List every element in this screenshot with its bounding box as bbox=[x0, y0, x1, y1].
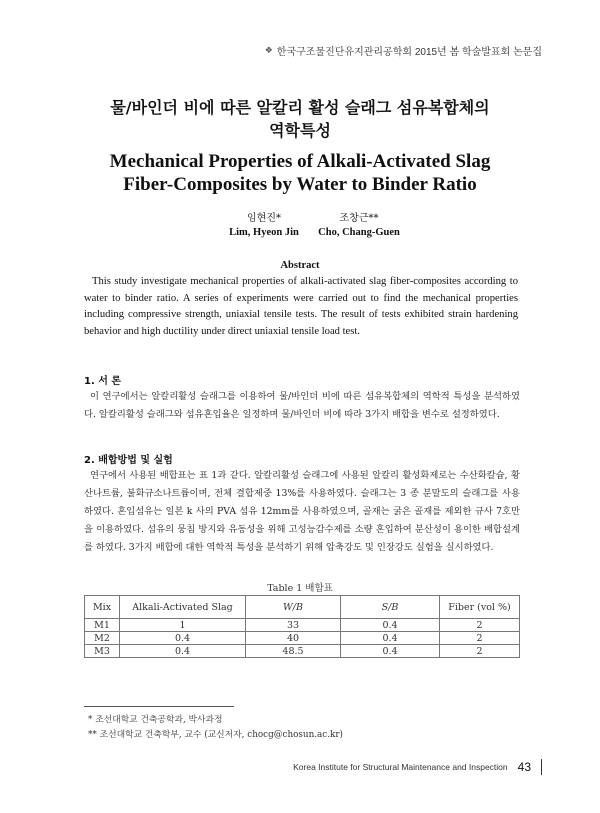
table-cell: 2 bbox=[440, 645, 520, 658]
footnote-divider bbox=[84, 706, 234, 707]
table-row bbox=[85, 645, 520, 658]
header-w-b: W/B bbox=[246, 596, 341, 619]
abstract-body: This study investigate mechanical properties of alkali-activated slag fiber-composites according to water to binder ratio. A series of experiments were carried out to find the mechanical properties including compressive strength, uniaxial tensile tests. The result of tests exhibited strain hardening behavior and high ductility under direct uniaxial tensile load test. bbox=[84, 276, 518, 337]
footer-divider bbox=[541, 759, 542, 775]
running-header bbox=[265, 43, 542, 58]
korean-title-line-1: 물/바인더 비에 따른 알칼리 활성 슬래그 섬유복합체의 bbox=[110, 98, 490, 117]
table-cell: 2 bbox=[440, 632, 520, 645]
section-2-body: 연구에서 사용된 배합표는 표 1과 같다. 알칼리활성 슬래그에 사용된 알칼리 활성화제로는 수산화칼슘, 황산나트륨, 불화규소나트륨이며, 전체 결합제중 13%를 사용하였다. 슬래그는 3 종 분말도의 슬래그를 사용하였다. 혼입섬유는 일본 k 사의 PVA 섬유 12mm를 사용하였으며, 골재는 굵은 골재를 제외한 규사 7호만을 이용하였다. 섬유의 뭉침 방지와 유동성을 위해 고성능감수제를 소량 혼입하여 분산성이 용이한 배합설계를 하였다. 3가지 배합에 대한 역학적 특성을 분석하기 위해 압축강도 및 인장강도 실험을 실시하였다. bbox=[84, 470, 520, 553]
table-cell: M3 bbox=[85, 645, 120, 658]
table-row bbox=[85, 632, 520, 645]
table-caption: Table 1 배합표 bbox=[267, 583, 333, 594]
footer-journal-name: Korea Institute for Structural Maintenance and Inspection bbox=[293, 762, 508, 772]
table-cell: 1 bbox=[120, 619, 246, 632]
korean-title-line-2: 역학특성 bbox=[269, 121, 331, 140]
abstract-heading: Abstract bbox=[280, 260, 320, 271]
english-title-line-2: Fiber-Composites by Water to Binder Ratio bbox=[123, 174, 477, 195]
table-cell: M1 bbox=[85, 619, 120, 632]
table-cell: 48.5 bbox=[246, 645, 341, 658]
header-s-b: S/B bbox=[341, 596, 440, 619]
footnote-1: * 조선대학교 건축공학과, 박사과정 bbox=[88, 715, 223, 725]
author-1-english-name: Lim, Hyeon Jin bbox=[229, 227, 299, 238]
table-cell: 0.4 bbox=[341, 645, 440, 658]
english-title-line-1: Mechanical Properties of Alkali-Activated Slag bbox=[109, 151, 491, 172]
header-fiber: Fiber (vol %) bbox=[440, 596, 520, 619]
table-cell: 2 bbox=[440, 619, 520, 632]
table-cell: 0.4 bbox=[341, 619, 440, 632]
section-2-heading: 2. 배합방법 및 실험 bbox=[84, 455, 173, 466]
table-cell: 40 bbox=[246, 632, 341, 645]
header-mix: Mix bbox=[85, 596, 120, 619]
table-cell: 0.4 bbox=[120, 632, 246, 645]
running-header-text: 한국구조물진단유지관리공학회 2015년 봄 학술발표회 논문집 bbox=[276, 47, 542, 58]
author-2-korean-name: 조창근** bbox=[339, 213, 379, 224]
author-1-korean-name: 임현진* bbox=[247, 213, 281, 224]
table-cell: 33 bbox=[246, 619, 341, 632]
table-header-row bbox=[85, 596, 520, 619]
footnote-2: ** 조선대학교 건축학부, 교수 (교신저자, chocg@chosun.ac.kr) bbox=[88, 730, 343, 740]
section-1-heading: 1. 서 론 bbox=[84, 376, 122, 387]
table-row bbox=[85, 619, 520, 632]
mix-table bbox=[84, 595, 520, 658]
author-1 bbox=[222, 212, 306, 240]
table-cell: 0.4 bbox=[341, 632, 440, 645]
diamond-bullet-icon: ❖ bbox=[264, 45, 273, 55]
header-alkali-activated-slag: Alkali-Activated Slag bbox=[120, 596, 246, 619]
table-cell: M2 bbox=[85, 632, 120, 645]
table-cell: 0.4 bbox=[120, 645, 246, 658]
author-2-english-name: Cho, Chang-Guen bbox=[318, 227, 400, 238]
page-footer bbox=[293, 759, 542, 775]
section-1-body: 이 연구에서는 알칼리활성 슬래그를 이용하여 물/바인더 비에 따른 섬유복합체의 역학적 특성을 분석하였다. 알칼리활성 슬래그와 섬유혼입율은 일정하며 물/바인더 비에 따라 3가지 배합을 변수로 설정하였다. bbox=[84, 391, 520, 420]
author-2 bbox=[315, 212, 403, 240]
page-number: 43 bbox=[517, 760, 531, 774]
